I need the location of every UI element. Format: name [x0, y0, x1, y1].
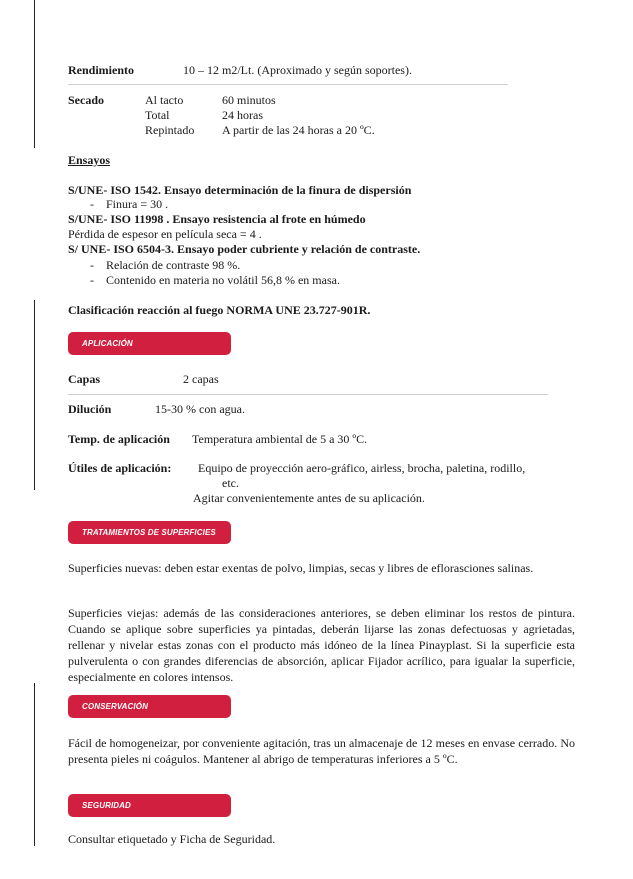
- utiles-label: Útiles de aplicación:: [68, 461, 172, 475]
- tratamientos-badge: TRATAMIENTOS DE SUPERFICIES: [68, 521, 231, 544]
- secado-row-name: Total: [145, 108, 170, 122]
- test2-line: Pérdida de espesor en película seca = 4 .: [68, 227, 262, 241]
- secado-row-value: 60 minutos: [222, 93, 276, 107]
- dash: -: [90, 273, 94, 287]
- test3-item: Contenido en materia no volátil 56,8 % en masa.: [106, 273, 340, 287]
- dilucion-value: 15-30 % con agua.: [155, 402, 245, 416]
- test1-item: Finura = 30 .: [106, 197, 169, 211]
- margin-bar-top: [34, 0, 35, 148]
- secado-label: Secado: [68, 93, 104, 107]
- seguridad-text: Consultar etiquetado y Ficha de Seguridad.: [68, 832, 276, 846]
- conservacion-text: Fácil de homogeneizar, por conveniente agitación, tras un almacenaje de 12 meses en envase cerrado. No presenta pieles ni coágulos. Mantener al abrigo de temperaturas inferiores a 5 ºC.: [68, 736, 575, 766]
- margin-bar-bottom: [34, 683, 35, 846]
- test1-title: S/UNE- ISO 1542. Ensayo determinación de la finura de dispersión: [68, 183, 412, 197]
- capas-label: Capas: [68, 372, 101, 386]
- utiles-value-cont: etc.: [222, 476, 239, 490]
- temp-value: Temperatura ambiental de 5 a 30 ºC.: [192, 432, 368, 446]
- rendimiento-value: 10 – 12 m2/Lt. (Aproximado y según soportes).: [183, 63, 412, 77]
- dilucion-label: Dilución: [68, 402, 112, 416]
- rendimiento-label: Rendimiento: [68, 63, 134, 77]
- secado-row-name: Al tacto: [145, 93, 184, 107]
- tratamientos-viejas: Superficies viejas: además de las consideraciones anteriores, se deben eliminar los restos de pintura. Cuando se aplique sobre superficies ya pintadas, deberán lijarse las zonas defectuosas y agrietadas, rellenar y nivelar estas zonas con el producto más idóneo de la línea Pinayplast. Si la superficie esta pulverulenta o con grandes diferencias de absorción, aplicar Fijador acrílico, para igualar la superficie, especialmente en colores intensos.: [68, 606, 575, 684]
- margin-bar-middle: [34, 300, 35, 490]
- test3-item: Relación de contraste 98 %.: [106, 258, 241, 272]
- seguridad-badge: SEGURIDAD: [68, 794, 231, 817]
- test2-title: S/UNE- ISO 11998 . Ensayo resistencia al frote en húmedo: [68, 212, 366, 226]
- capas-value: 2 capas: [183, 372, 219, 386]
- divider: [68, 394, 548, 395]
- secado-row-value: 24 horas: [222, 108, 263, 122]
- utiles-note: Agitar convenientemente antes de su aplicación.: [193, 491, 425, 505]
- test3-title: S/ UNE- ISO 6504-3. Ensayo poder cubriente y relación de contraste.: [68, 242, 421, 256]
- dash: -: [90, 258, 94, 272]
- utiles-value: Equipo de proyección aero-gráfico, airless, brocha, paletina, rodillo,: [198, 461, 526, 475]
- secado-row-name: Repintado: [145, 123, 195, 137]
- ensayos-heading: Ensayos: [68, 153, 111, 167]
- clasificacion-text: Clasificación reacción al fuego NORMA UNE 23.727-901R.: [68, 303, 371, 317]
- temp-label: Temp. de aplicación: [68, 432, 170, 446]
- tratamientos-nuevas: Superficies nuevas: deben estar exentas de polvo, limpias, secas y libres de eflorasciones salinas.: [68, 561, 534, 575]
- secado-row-value: A partir de las 24 horas a 20 ºC.: [222, 123, 375, 137]
- dash: -: [90, 197, 94, 211]
- conservacion-badge: CONSERVACIÓN: [68, 695, 231, 718]
- aplicacion-badge: APLICACIÓN: [68, 332, 231, 355]
- divider: [68, 84, 508, 85]
